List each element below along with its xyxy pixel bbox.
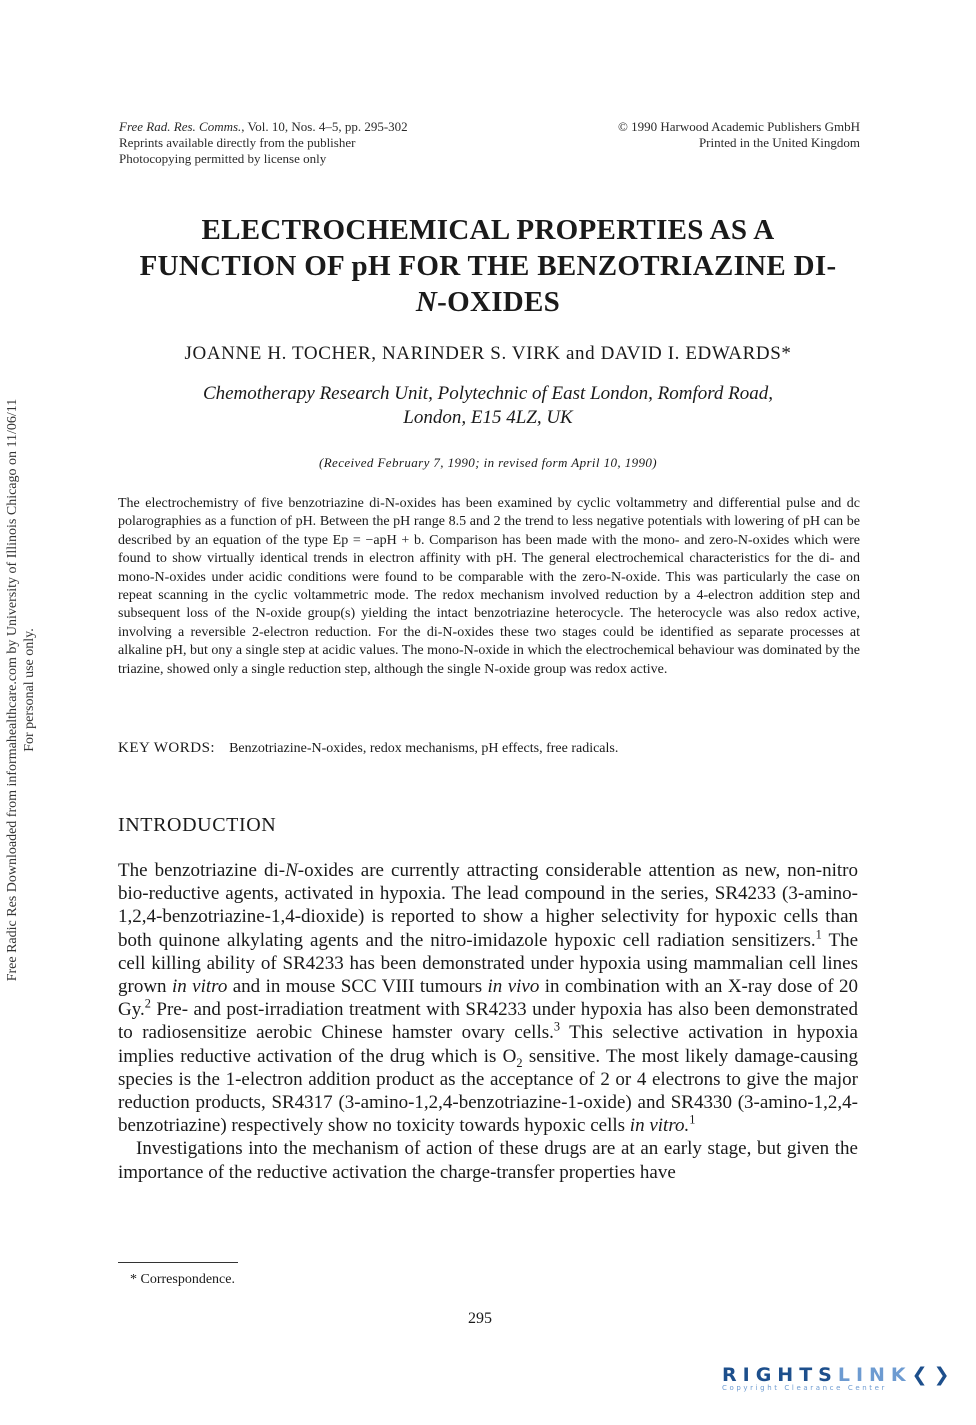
keywords-label: KEY WORDS: bbox=[118, 740, 216, 756]
abstract: The electrochemistry of five benzotriazine di-N-oxides has been examined by cyclic voltammetry and differential pulse and dc polarographies as a function of pH. Between the pH range 8.5 and 2 the trend to less negative potentials with lowering of pH can be described by an equation of the type Ep = −apH + b. Comparison has been made with the mono- and zero-N-oxides which were found to show virtually identical trends in electron affinity with pH. The general electrochemical characteristics for the di- and mono-N-oxides under acidic conditions were found to be comparable with the zero-N-oxide. This was particularly the case on repeat scanning in the cyclic voltammetric mode. The redox mechanism involved reduction by a 4-electron addition step and subsequent loss of the N-oxide group(s) yielding the intact benzotriazine heterocycle. The heterocycle was also redox active, involving a reversible 2-electron reduction. For the di-N-oxides these two stages could be identified as separate processes at alkaline pH, but ony a single step at acidic values. The mono-N-oxide in which the electrochemical behaviour was dominated by the triazine, showed only a single reduction step, although the single N-oxide group was redox active. bbox=[118, 496, 860, 677]
rightslink-arrow-icon: ❮❯ bbox=[911, 1364, 956, 1386]
intro-paragraph-1: The benzotriazine di-N-oxides are currently attracting considerable attention as new, non-nitro bio-reductive agents, activated in hypoxia. The lead compound in the series, SR4233 (3-amino-1,2,4-benzotriazine-1,4-dioxide) is reported to show a higher selectivity for hypoxic cells than both quinone alkylating agents and the nitro-imidazole hypoxic cell radiation sensitizers.$^1$ The cell killing ability of SR4233 has been demonstrated under hypoxia using mammalian cell lines grown in vitro and in mouse SCC VIII tumours in vivo in combination with an X-ray dose of 20 Gy.$^2$ Pre- and post-irradiation treatment with SR4233 under hypoxia has also been demonstrated to radiosensitize aerobic Chinese hamster ovary cells.$^3$ This selective activation in hypoxia implies reductive activation of the drug which is $O_2$ sensitive. The most likely damage-causing species is the 1-electron addition product as the acceptance of 2 or 4 electrons to give the major reduction products, SR4317 (3-amino-1,2,4-benzotriazine-1-oxide) and SR4330 (3-amino-1,2,4-benzotriazine) respectively show no toxicity towards hypoxic cells in vitro.$^1$ bbox=[118, 860, 859, 1137]
paper-title: ELECTROCHEMICAL PROPERTIES AS A FUNCTION OF pH FOR THE BENZOTRIAZINE DI- N-OXIDES bbox=[139, 214, 837, 318]
received-dates: (Received February 7, 1990; in revised form April 10, 1990) bbox=[318, 455, 658, 470]
keywords-text: Benzotriazine-N-oxides, redox mechanisms, pH effects, free radicals. bbox=[229, 741, 619, 756]
authors: JOANNE H. TOCHER, NARINDER S. VIRK and DAVID I. EDWARDS* bbox=[184, 343, 792, 364]
page-number: 295 bbox=[468, 1310, 492, 1327]
section-heading-introduction: INTRODUCTION bbox=[118, 814, 277, 836]
download-watermark: Free Radic Res Downloaded from informahealthcare.com by University of Illinois Chicago on 11/06/11 For personal use only. bbox=[5, 398, 37, 982]
journal-header-right bbox=[540, 119, 860, 151]
copyright-line: © 1990 Harwood Academic Publishers GmbH bbox=[617, 119, 860, 134]
affiliation: Chemotherapy Research Unit, Polytechnic of East London, Romford Road, London, E15 4LZ, UK bbox=[202, 383, 774, 428]
reprints-note: Reprints available directly from the publisher bbox=[119, 135, 356, 150]
rightslink-logo[interactable]: RIGHTSLINK❮❯ Copyright Clearance Center bbox=[722, 1364, 956, 1392]
footnote-divider bbox=[118, 1262, 238, 1263]
introduction-body bbox=[118, 859, 858, 1184]
journal-header-left bbox=[119, 119, 539, 167]
journal-citation: Free Rad. Res. Comms., Vol. 10, Nos. 4–5, pp. 295-302 bbox=[119, 119, 408, 134]
printed-line: Printed in the United Kingdom bbox=[698, 135, 860, 150]
footnote: * Correspondence. bbox=[130, 1272, 235, 1287]
intro-paragraph-2: Investigations into the mechanism of action of these drugs are at an early stage, but given the importance of the reductive activation the charge-transfer properties have bbox=[118, 1138, 858, 1183]
keywords bbox=[118, 740, 860, 757]
photocopying-note: Photocopying permitted by license only bbox=[119, 151, 327, 166]
